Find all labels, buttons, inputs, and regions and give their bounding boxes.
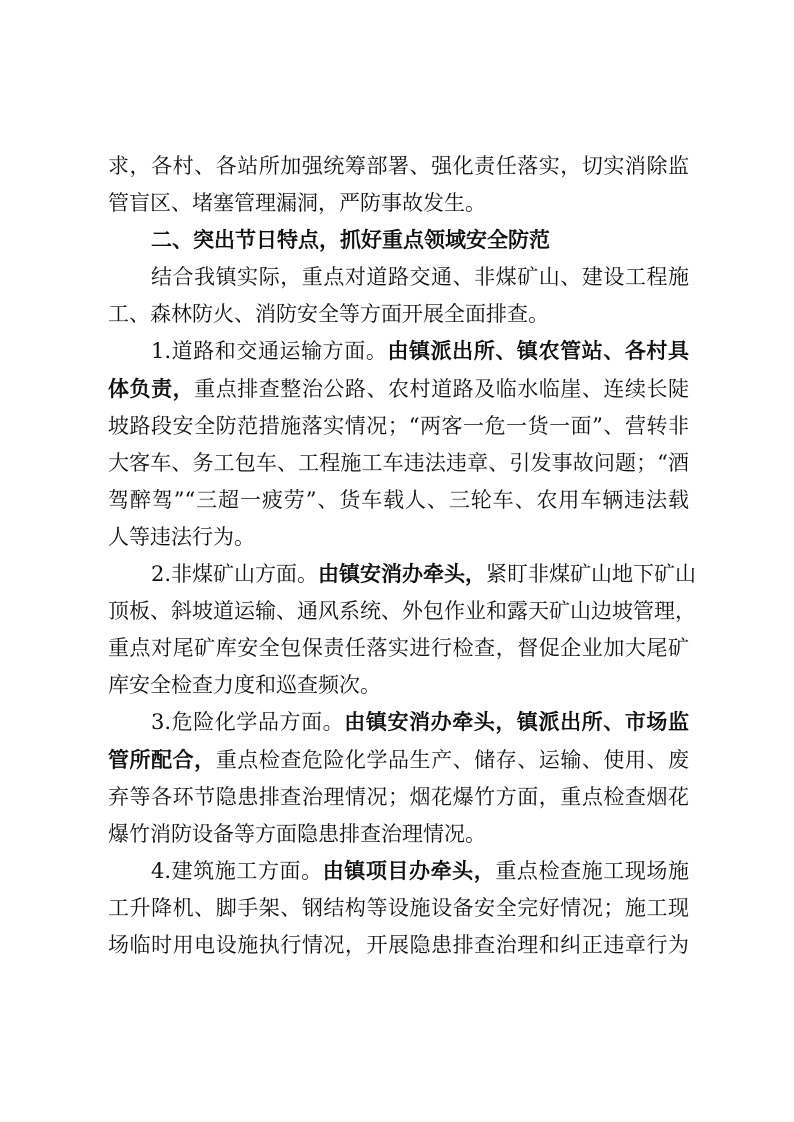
text-line — [108, 185, 689, 222]
text-line — [108, 779, 689, 816]
text: 大客车、务工包车、工程施工车违法违章、引发事故问题；“酒 — [108, 450, 689, 475]
bold-text: 由镇项目办牵头， — [322, 858, 496, 883]
text-line — [108, 890, 689, 927]
text: 3.危险化学品方面。 — [151, 710, 345, 735]
text: 求，各村、各站所加强统筹部署、强化责任落实，切实消除监 — [108, 154, 689, 178]
text: 驾醉驾”“三超一疲劳”、货车载人、三轮车、农用车辆违法载 — [108, 487, 689, 512]
text-line — [108, 853, 689, 890]
text-line — [108, 148, 689, 185]
bold-text: 由镇派出所、镇农管站、各村具 — [387, 339, 689, 364]
bold-text: 由镇安消办牵头， — [318, 562, 487, 587]
text-line — [108, 593, 696, 630]
text-line — [108, 371, 689, 408]
text: 重点对尾矿库安全包保责任落实进行检查，督促企业加大尾矿 — [108, 636, 689, 661]
text: 重点检查施工现场施 — [495, 858, 689, 883]
text: 库安全检查力度和巡查频次。 — [108, 673, 381, 698]
text-line — [108, 296, 689, 333]
text: 管盲区、堵塞管理漏洞，严防事故发生。 — [108, 191, 486, 216]
text: 1.道路和交通运输方面。 — [151, 339, 388, 364]
text: 工升降机、脚手架、钢结构等设施设备安全完好情况；施工现 — [108, 895, 689, 920]
text: 紧盯非煤矿山地下矿山 — [486, 562, 697, 587]
text: 2.非煤矿山方面。 — [151, 562, 319, 587]
text-line — [108, 519, 689, 556]
text-line — [108, 408, 689, 445]
bold-text: 管所配合， — [108, 747, 216, 772]
text-line — [108, 816, 689, 853]
text-line — [108, 445, 689, 482]
text: 4.建筑施工方面。 — [151, 858, 323, 883]
text-line — [108, 927, 689, 964]
text-line — [108, 742, 689, 779]
text-line — [108, 333, 689, 370]
text-line — [108, 667, 689, 704]
bold-text: 体负责， — [108, 376, 195, 401]
text-line — [108, 482, 689, 519]
text: 重点排查整治公路、农村道路及临水临崖、连续长陡 — [194, 376, 690, 401]
section-heading — [108, 222, 689, 259]
text: 结合我镇实际，重点对道路交通、非煤矿山、建设工程施 — [151, 265, 689, 290]
text: 场临时用电设施执行情况，开展隐患排查治理和纠正违章行为 — [108, 932, 689, 957]
text-line — [108, 704, 689, 741]
text: 重点检查危险化学品生产、储存、运输、使用、废 — [215, 747, 690, 772]
text: 顶板、斜坡道运输、通风系统、外包作业和露天矿山边坡管理， — [108, 599, 696, 624]
text: 人等违法行为。 — [108, 524, 255, 549]
text: 爆竹消防设备等方面隐患排查治理情况。 — [108, 821, 486, 846]
bold-text: 由镇安消办牵头，镇派出所、市场监 — [344, 710, 690, 735]
text-line — [108, 259, 689, 296]
text: 坡路段安全防范措施落实情况；“两客一危一货一面”、营转非 — [108, 413, 689, 438]
bold-text: 二、突出节日特点，抓好重点领域安全防范 — [151, 228, 550, 253]
text: 工、森林防火、消防安全等方面开展全面排查。 — [108, 302, 549, 327]
document-body — [108, 148, 697, 964]
text: 弃等各环节隐患排查治理情况；烟花爆竹方面，重点检查烟花 — [108, 784, 689, 809]
text-line — [108, 556, 697, 593]
text-line — [108, 630, 689, 667]
